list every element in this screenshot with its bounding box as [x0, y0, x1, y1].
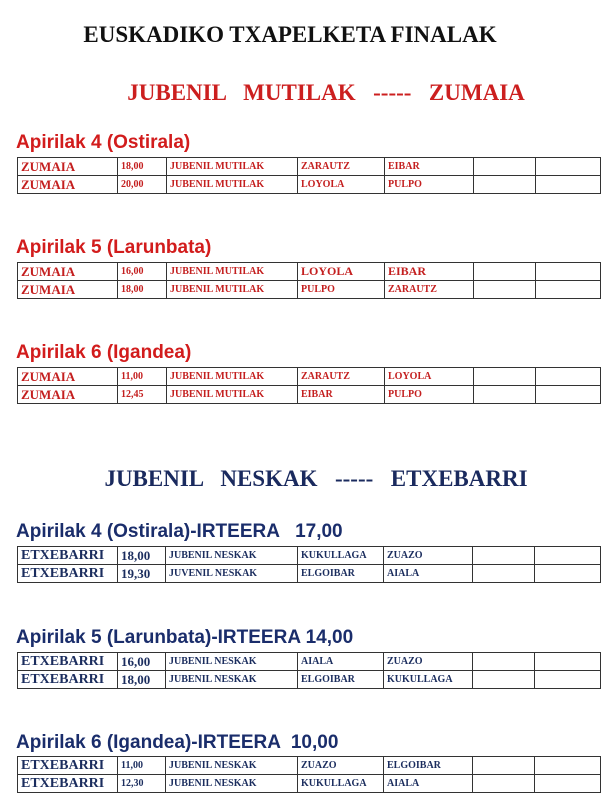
document-title: EUSKADIKO TXAPELKETA FINALAK [83, 22, 497, 47]
team-b-cell: PULPO [385, 176, 474, 194]
team-b-cell: EIBAR [385, 263, 474, 281]
category-cell: JUBENIL MUTILAK [167, 281, 298, 299]
team-b-cell: LOYOLA [385, 368, 474, 386]
schedule-table [17, 367, 601, 404]
category-cell: JUBENIL NESKAK [166, 757, 298, 775]
time-cell: 11,00 [118, 368, 167, 386]
empty-cell [473, 547, 535, 565]
venue-cell: ZUMAIA [18, 158, 118, 176]
table-row [18, 158, 601, 176]
team-a-cell: PULPO [298, 281, 385, 299]
empty-cell [473, 653, 535, 671]
team-a-cell: EIBAR [298, 386, 385, 404]
schedule-table [17, 157, 601, 194]
venue-cell: ZUMAIA [18, 281, 118, 299]
empty-cell [535, 653, 601, 671]
table-row [18, 775, 601, 793]
category-cell: JUBENIL NESKAK [166, 775, 298, 793]
team-b-cell: AIALA [384, 565, 473, 583]
category-cell: JUBENIL MUTILAK [167, 176, 298, 194]
time-cell: 11,00 [118, 757, 166, 775]
section-title-jubenil-mutilak: JUBENIL MUTILAK ----- ZUMAIA [127, 80, 525, 105]
venue-cell: ETXEBARRI [18, 565, 118, 583]
team-a-cell: KUKULLAGA [298, 775, 384, 793]
schedule-table [17, 546, 601, 583]
table-row [18, 547, 601, 565]
schedule-table [17, 756, 601, 793]
table-row [18, 653, 601, 671]
team-b-cell: ZARAUTZ [385, 281, 474, 299]
time-cell: 19,30 [118, 565, 166, 583]
team-b-cell: ELGOIBAR [384, 757, 473, 775]
table-row [18, 671, 601, 689]
empty-cell [536, 386, 601, 404]
empty-cell [474, 263, 536, 281]
category-cell: JUBENIL NESKAK [166, 653, 298, 671]
time-cell: 16,00 [118, 263, 167, 281]
category-cell: JUBENIL MUTILAK [167, 368, 298, 386]
time-cell: 18,00 [118, 671, 166, 689]
empty-cell [536, 158, 601, 176]
time-cell: 18,00 [118, 547, 166, 565]
time-cell: 18,00 [118, 281, 167, 299]
team-a-cell: AIALA [298, 653, 384, 671]
venue-cell: ETXEBARRI [18, 653, 118, 671]
empty-cell [536, 368, 601, 386]
team-b-cell: PULPO [385, 386, 474, 404]
table-row [18, 386, 601, 404]
team-a-cell: LOYOLA [298, 176, 385, 194]
table-row [18, 565, 601, 583]
empty-cell [473, 775, 535, 793]
table-row [18, 263, 601, 281]
venue-cell: ZUMAIA [18, 263, 118, 281]
time-cell: 12,30 [118, 775, 166, 793]
empty-cell [473, 671, 535, 689]
time-cell: 12,45 [118, 386, 167, 404]
empty-cell [536, 263, 601, 281]
team-a-cell: LOYOLA [298, 263, 385, 281]
venue-cell: ETXEBARRI [18, 757, 118, 775]
empty-cell [474, 281, 536, 299]
category-cell: JUVENIL NESKAK [166, 565, 298, 583]
empty-cell [536, 281, 601, 299]
empty-cell [474, 176, 536, 194]
table-row [18, 281, 601, 299]
category-cell: JUBENIL NESKAK [166, 671, 298, 689]
empty-cell [473, 757, 535, 775]
empty-cell [535, 671, 601, 689]
venue-cell: ETXEBARRI [18, 671, 118, 689]
empty-cell [535, 547, 601, 565]
section-title-jubenil-neskak: JUBENIL NESKAK ----- ETXEBARRI [104, 466, 528, 491]
team-b-cell: KUKULLAGA [384, 671, 473, 689]
category-cell: JUBENIL MUTILAK [167, 386, 298, 404]
venue-cell: ETXEBARRI [18, 547, 118, 565]
venue-cell: ZUMAIA [18, 368, 118, 386]
venue-cell: ETXEBARRI [18, 775, 118, 793]
empty-cell [474, 386, 536, 404]
team-b-cell: ZUAZO [384, 547, 473, 565]
empty-cell [535, 757, 601, 775]
team-b-cell: EIBAR [385, 158, 474, 176]
team-a-cell: KUKULLAGA [298, 547, 384, 565]
empty-cell [473, 565, 535, 583]
empty-cell [474, 368, 536, 386]
category-cell: JUBENIL MUTILAK [167, 158, 298, 176]
team-b-cell: AIALA [384, 775, 473, 793]
table-row [18, 757, 601, 775]
time-cell: 20,00 [118, 176, 167, 194]
table-row [18, 368, 601, 386]
venue-cell: ZUMAIA [18, 386, 118, 404]
venue-cell: ZUMAIA [18, 176, 118, 194]
day-heading: Apirilak 6 (Igandea)-IRTEERA 10,00 [16, 732, 339, 753]
time-cell: 18,00 [118, 158, 167, 176]
schedule-table [17, 652, 601, 689]
team-a-cell: ZUAZO [298, 757, 384, 775]
empty-cell [474, 158, 536, 176]
team-a-cell: ZARAUTZ [298, 158, 385, 176]
day-heading: Apirilak 5 (Larunbata)-IRTEERA 14,00 [16, 627, 354, 648]
table-row [18, 176, 601, 194]
empty-cell [535, 565, 601, 583]
day-heading: Apirilak 6 (Igandea) [16, 342, 192, 363]
team-a-cell: ZARAUTZ [298, 368, 385, 386]
empty-cell [536, 176, 601, 194]
team-b-cell: ZUAZO [384, 653, 473, 671]
empty-cell [535, 775, 601, 793]
day-heading: Apirilak 4 (Ostirala)-IRTEERA 17,00 [16, 521, 343, 542]
team-a-cell: ELGOIBAR [298, 565, 384, 583]
team-a-cell: ELGOIBAR [298, 671, 384, 689]
category-cell: JUBENIL NESKAK [166, 547, 298, 565]
time-cell: 16,00 [118, 653, 166, 671]
category-cell: JUBENIL MUTILAK [167, 263, 298, 281]
schedule-table [17, 262, 601, 299]
day-heading: Apirilak 4 (Ostirala) [16, 132, 191, 153]
day-heading: Apirilak 5 (Larunbata) [16, 237, 212, 258]
